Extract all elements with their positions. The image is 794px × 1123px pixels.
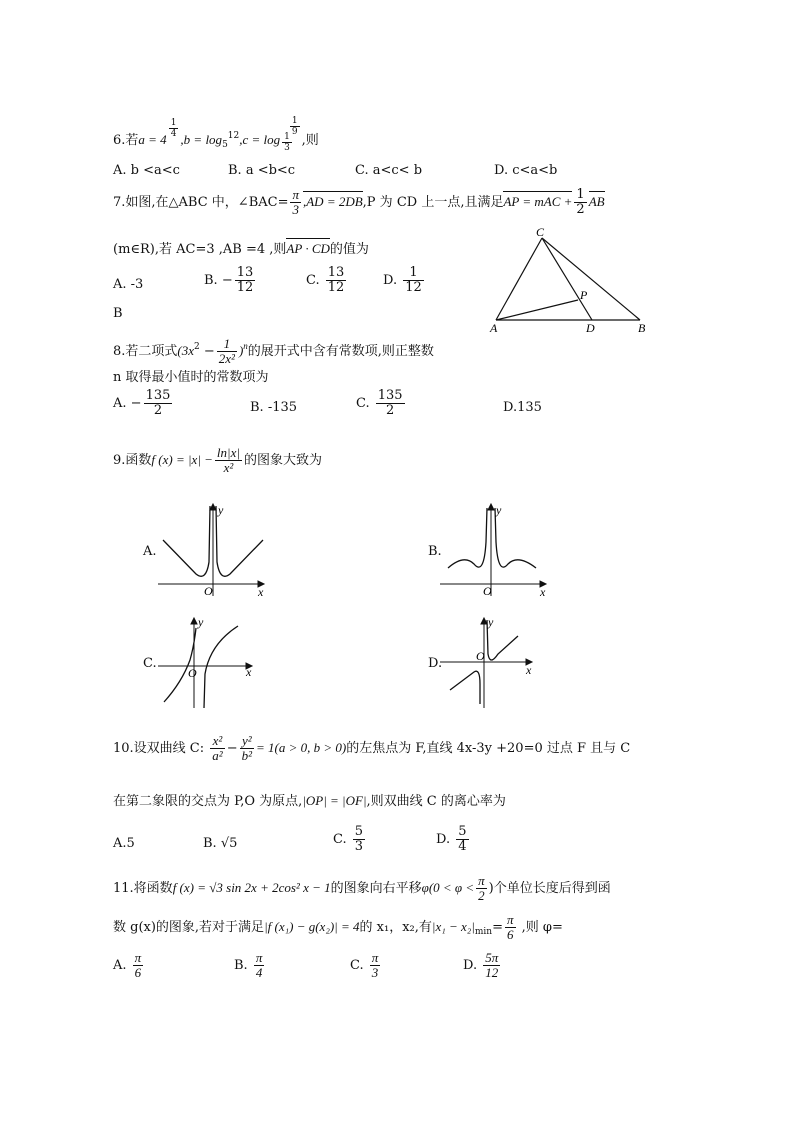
q9-option-b-label[interactable]: B. xyxy=(428,544,442,559)
q7-stem-line2: (m∈R),若 AC=3 ,AB =4 ,则AP · CD的值为 xyxy=(113,238,369,258)
q7-label-a: A xyxy=(490,321,498,335)
q9-c-curve-left xyxy=(164,628,196,702)
q7-answer: B xyxy=(113,306,123,321)
q7-ap-expr: AP = mAC + xyxy=(503,191,572,210)
q9-d-curve-left xyxy=(450,671,480,704)
q6-c-expr: ,c = log xyxy=(239,132,281,147)
q9-option-d-label[interactable]: D. xyxy=(428,656,443,671)
svg-text:O: O xyxy=(476,649,485,663)
q6-b-expr: ,b = log xyxy=(180,132,223,147)
q7-label-c: C xyxy=(536,225,545,239)
q10-option-a[interactable]: A.5 xyxy=(113,836,135,851)
q7-label-b: B xyxy=(638,321,646,335)
q9-graph-b[interactable] xyxy=(440,502,550,598)
q6-c-base: $\frac{1}{3}$ xyxy=(284,132,290,153)
q7-angle-fraction: $\frac{\pi}{3}$ xyxy=(292,187,299,217)
q8-option-b[interactable]: B. -135 xyxy=(250,400,298,415)
q9-graph-a[interactable] xyxy=(158,502,268,598)
q10-stem-line1: 10.设双曲线 C: $\frac{\text{x²}}{\text{a²}}$ − $\frac{\text{y²}}{\text{b²}}$ = 1(a > 0, b > 0)的左焦点为 F,直线 4x-3y +20=0 过点 F 且与 C xyxy=(113,733,631,763)
q11-option-d[interactable]: D. $\frac{5\pi}{12}$ xyxy=(463,950,499,980)
q7-triangle-figure xyxy=(488,226,648,334)
q9-stem: 9.函数f (x) = |x| − $\frac{\ln|x|}{\text{x²}}$ 的图象大致为 xyxy=(113,445,322,475)
q9-option-a-label[interactable]: A. xyxy=(143,544,157,559)
svg-text:y: y xyxy=(496,503,502,517)
q7-ab-vector: AB xyxy=(589,191,605,210)
q7-dot-expr: AP · CD xyxy=(286,238,329,257)
q11-option-b[interactable]: B. $\frac{\pi}{4}$ xyxy=(234,950,263,980)
svg-text:y: y xyxy=(198,615,204,629)
svg-text:O: O xyxy=(188,666,197,680)
q6-a-expr: a = 4 xyxy=(138,132,167,147)
q11-stem-line1: 11.将函数f (x) = √3 sin 2x + 2cos² x − 1的图象向右平移φ(0 < φ < $\frac{\pi}{2}$ )个单位长度后得到函 xyxy=(113,873,611,903)
svg-text:y: y xyxy=(488,615,494,629)
q6-stem: 6.若a = 4 $\frac{1}{4}$ $,b = \log_5^{12},c = \log$ $\frac{1}{3}$ $\frac{1}{9}$ ,则 xyxy=(113,116,319,153)
q6-option-c[interactable]: C. a<c< b xyxy=(355,163,423,178)
q10-option-c[interactable]: C. $\frac{5}{3}$ xyxy=(333,824,364,854)
q9-graph-c[interactable] xyxy=(158,614,268,710)
q10-stem-line2: 在第二象限的交点为 P,O 为原点,|OP| = |OF|,则双曲线 C 的离心率为 xyxy=(113,793,506,809)
q8-stem-line1: 8.若二项式($3x^2$ − $\frac{1}{\text{2x²}}$ )$^n$的展开式中含有常数项,则正整数 xyxy=(113,336,434,366)
q7-option-c[interactable]: C. $\frac{13}{12}$ xyxy=(306,265,345,295)
q9-a-y-label: y xyxy=(218,503,224,517)
q6-option-b[interactable]: B. a <b<c xyxy=(228,163,296,178)
q7-label-d: D xyxy=(586,321,595,335)
q11-stem-line2: 数 g(x)的图象,若对于满足|f (x₁) − g(x₂)| = 4的 x₁，x₂,有$|x_1 - x_2|_{min}=$ $\frac{\pi}{6}$ ,则 φ= xyxy=(113,912,563,942)
q7-seg-ac xyxy=(496,238,542,320)
q11-option-a[interactable]: A. $\frac{\pi}{6}$ xyxy=(113,950,142,980)
q9-a-origin: O xyxy=(204,584,213,598)
q10-option-d[interactable]: D. $\frac{5}{4}$ xyxy=(436,824,467,854)
q9-b-curve-right xyxy=(495,508,536,568)
q9-c-curve-right xyxy=(204,626,238,708)
q7-option-b[interactable]: B. − $\frac{13}{12}$ xyxy=(204,265,254,295)
q9-b-curve-left xyxy=(448,508,487,568)
q11-option-c[interactable]: C. $\frac{\pi}{3}$ xyxy=(350,950,379,980)
q6-option-a[interactable]: A. b <a<c xyxy=(113,163,180,178)
q7-label-p: P xyxy=(580,288,588,302)
q8-option-d[interactable]: D.135 xyxy=(503,400,542,415)
svg-text:x: x xyxy=(540,585,546,599)
q9-option-c-label[interactable]: C. xyxy=(143,656,157,671)
q7-option-d[interactable]: D. $\frac{1}{12}$ xyxy=(383,265,422,295)
q7-stem-line1: 7.如图,在△ABC 中，∠BAC= $\frac{\pi}{3}$ ,AD = 2DB,P 为 CD 上一点,且满足AP = mAC + $\frac{1}{2}$ AB xyxy=(113,187,605,217)
q7-seg-ap xyxy=(496,300,578,320)
svg-text:x: x xyxy=(246,665,252,679)
q7-seg-cb xyxy=(542,238,640,320)
q6-option-d[interactable]: D. c<a<b xyxy=(494,163,558,178)
q9-a-curve-left xyxy=(163,506,210,576)
q9-a-x-label: x xyxy=(258,585,264,599)
q6-c-arg: $\frac{1}{9}$ xyxy=(291,116,298,137)
q6-a-exponent: $\frac{1}{4}$ xyxy=(170,118,177,139)
q8-stem-line2: n 取得最小值时的常数项为 xyxy=(113,370,269,385)
svg-text:O: O xyxy=(483,584,492,598)
q10-option-b[interactable]: B. √5 xyxy=(203,836,238,851)
q8-option-c[interactable]: C. $\frac{135}{2}$ xyxy=(356,388,403,418)
svg-text:x: x xyxy=(526,663,532,677)
q8-option-a[interactable]: A. − $\frac{135}{2}$ xyxy=(113,388,171,418)
q7-seg-cd xyxy=(542,238,592,320)
q7-option-a[interactable]: A. -3 xyxy=(113,277,144,292)
q7-vec-relation: ,AD = 2DB xyxy=(303,191,363,210)
q7-half-fraction: $\frac{1}{2}$ xyxy=(576,187,585,217)
q9-graph-d[interactable] xyxy=(440,614,550,710)
